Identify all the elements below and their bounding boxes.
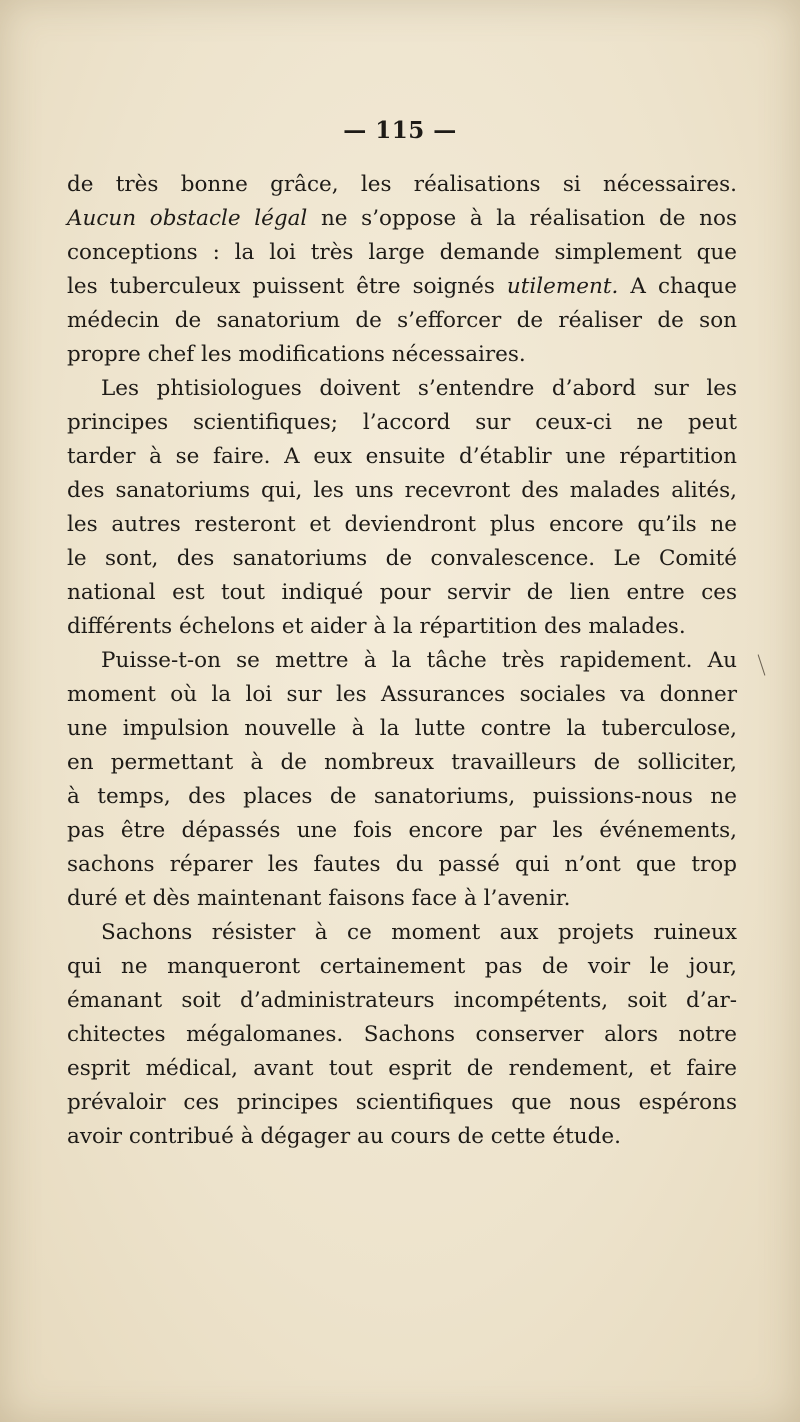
text-run: national est tout indiqué pour servir de lien entre ces: [67, 580, 737, 605]
text-run: principes scientifiques; l’accord sur ceux-ci ne peut: [67, 410, 737, 435]
text-line: [67, 610, 737, 644]
text-line: [67, 814, 737, 848]
text-run: les autres resteront et deviendront plus encore qu’ils ne: [67, 512, 737, 537]
text-line: [67, 372, 737, 406]
italic-text: utilement.: [506, 274, 619, 299]
text-run: émanant soit d’administrateurs incompétents, soit d’ar-: [67, 988, 737, 1013]
text-line: [67, 168, 737, 202]
text-line: [67, 1120, 737, 1154]
text-run: prévaloir ces principes scientifiques que nous espérons: [67, 1090, 737, 1115]
text-run: à temps, des places de sanatoriums, puissions-nous ne: [67, 784, 737, 809]
italic-text: Aucun obstacle légal: [67, 206, 308, 231]
text-run: duré et dès maintenant faisons face à l’avenir.: [67, 886, 571, 911]
text-line: [67, 746, 737, 780]
text-run: Sachons résister à ce moment aux projets ruineux: [101, 920, 737, 945]
body-text: [67, 168, 737, 1154]
text-run: différents échelons et aider à la répartition des malades.: [67, 614, 686, 639]
text-line: [67, 304, 737, 338]
text-run: moment où la loi sur les Assurances sociales va donner: [67, 682, 737, 707]
text-run: le sont, des sanatoriums de convalescence. Le Comité: [67, 546, 737, 571]
text-run: une impulsion nouvelle à la lutte contre la tuberculose,: [67, 716, 737, 741]
text-line: [67, 202, 737, 236]
text-run: ne s’oppose à la réalisation de nos: [307, 206, 737, 231]
text-run: tarder à se faire. A eux ensuite d’établir une répartition: [67, 444, 737, 469]
text-line: [67, 236, 737, 270]
text-run: conceptions : la loi très large demande simplement que: [67, 240, 737, 265]
text-run: A chaque: [618, 274, 737, 299]
text-line: [67, 1018, 737, 1052]
text-line: [67, 508, 737, 542]
text-line: [67, 848, 737, 882]
text-run: en permettant à de nombreux travailleurs de solliciter,: [67, 750, 737, 775]
text-line: [67, 440, 737, 474]
margin-mark: [758, 654, 766, 675]
text-run: propre chef les modifications nécessaires.: [67, 342, 526, 367]
page-number: — 115 —: [343, 117, 457, 144]
text-run: les tuberculeux puissent être soignés: [67, 274, 507, 299]
text-line: [67, 1052, 737, 1086]
text-line: [67, 406, 737, 440]
text-line: [67, 916, 737, 950]
text-run: Puisse-t-on se mettre à la tâche très rapidement. Au: [101, 648, 737, 673]
text-line: [67, 882, 737, 916]
text-line: [67, 950, 737, 984]
text-line: [67, 644, 737, 678]
text-line: [67, 270, 737, 304]
text-line: [67, 1086, 737, 1120]
text-run: chitectes mégalomanes. Sachons conserver alors notre: [67, 1022, 737, 1047]
text-run: Les phtisiologues doivent s’entendre d’abord sur les: [101, 376, 737, 401]
text-line: [67, 338, 737, 372]
text-run: des sanatoriums qui, les uns recevront des malades alités,: [67, 478, 737, 503]
text-line: [67, 712, 737, 746]
text-run: médecin de sanatorium de s’efforcer de réaliser de son: [67, 308, 737, 333]
text-line: [67, 542, 737, 576]
text-run: pas être dépassés une fois encore par les événements,: [67, 818, 737, 843]
text-line: [67, 678, 737, 712]
text-line: [67, 984, 737, 1018]
text-line: [67, 780, 737, 814]
text-line: [67, 576, 737, 610]
text-line: [67, 474, 737, 508]
text-run: sachons réparer les fautes du passé qui n’ont que trop: [67, 852, 737, 877]
text-run: avoir contribué à dégager au cours de cette étude.: [67, 1124, 621, 1149]
text-run: esprit médical, avant tout esprit de rendement, et faire: [67, 1056, 737, 1081]
text-run: de très bonne grâce, les réalisations si nécessaires.: [67, 172, 737, 197]
text-run: qui ne manqueront certainement pas de voir le jour,: [67, 954, 737, 979]
